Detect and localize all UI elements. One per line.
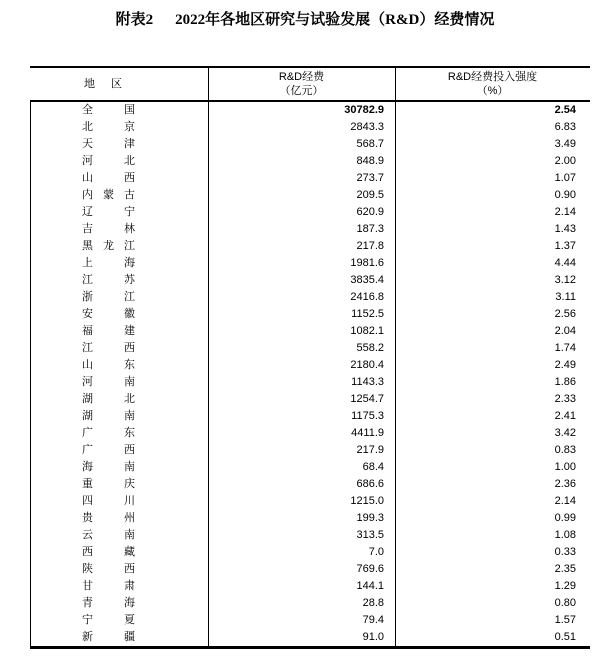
table-row (30, 272, 590, 289)
region-name: 山西 (82, 172, 135, 184)
region-name: 福建 (82, 325, 135, 337)
region-cell (30, 323, 208, 340)
region-cell (30, 204, 208, 221)
region-cell (30, 493, 208, 510)
rd-expenditure-table (30, 66, 590, 649)
table-row (30, 510, 590, 527)
intensity-value: 3.49 (554, 138, 576, 150)
region-name: 吉林 (82, 223, 135, 235)
expenditure-value: 1152.5 (351, 308, 384, 320)
header-intensity-unit: （%） (476, 85, 509, 97)
table-row (30, 323, 590, 340)
region-name: 安徽 (82, 308, 135, 320)
expenditure-value: 1143.3 (351, 376, 384, 388)
table-row (30, 119, 590, 136)
region-name: 江西 (82, 342, 135, 354)
region-cell (30, 119, 208, 136)
expenditure-value: 199.3 (356, 512, 384, 524)
expenditure-value: 313.5 (356, 529, 384, 541)
region-name: 青海 (82, 597, 135, 609)
intensity-value: 0.83 (554, 444, 576, 456)
expenditure-value: 4411.9 (351, 427, 384, 439)
expenditure-value: 217.9 (356, 444, 384, 456)
region-cell (30, 136, 208, 153)
table-row (30, 527, 590, 544)
header-intensity-column (395, 68, 590, 100)
region-cell (30, 544, 208, 561)
region-name: 全国 (82, 104, 135, 116)
region-cell (30, 102, 208, 119)
expenditure-value: 3835.4 (350, 274, 384, 286)
expenditure-value: 144.1 (356, 580, 384, 592)
table-row (30, 561, 590, 578)
region-name: 辽宁 (82, 206, 135, 218)
region-cell (30, 425, 208, 442)
intensity-value: 1.08 (554, 529, 576, 541)
region-cell (30, 272, 208, 289)
region-cell (30, 374, 208, 391)
region-cell (30, 255, 208, 272)
table-row (30, 255, 590, 272)
intensity-value: 0.80 (554, 597, 576, 609)
region-name: 贵州 (82, 512, 135, 524)
expenditure-value: 217.8 (356, 240, 384, 252)
region-name: 河南 (82, 376, 135, 388)
expenditure-value: 1981.6 (350, 257, 384, 269)
table-row (30, 425, 590, 442)
expenditure-value: 848.9 (356, 155, 384, 167)
region-name: 北京 (82, 121, 135, 133)
region-cell (30, 510, 208, 527)
expenditure-value: 769.6 (356, 563, 384, 575)
table-row (30, 221, 590, 238)
table-title-text: 2022年各地区研究与试验发展（R&D）经费情况 (175, 12, 495, 28)
region-name: 黑龙江 (82, 240, 135, 252)
region-name: 陕西 (82, 563, 135, 575)
table-row (30, 153, 590, 170)
table-row (30, 374, 590, 391)
intensity-value: 1.37 (554, 240, 576, 252)
intensity-value: 0.99 (554, 512, 576, 524)
table-row (30, 102, 590, 119)
region-name: 山东 (82, 359, 135, 371)
intensity-value: 3.42 (554, 427, 576, 439)
intensity-value: 2.54 (554, 104, 576, 116)
expenditure-value: 1082.1 (350, 325, 384, 337)
region-name: 云南 (82, 529, 135, 541)
table-row (30, 238, 590, 255)
intensity-value: 1.07 (554, 172, 576, 184)
intensity-value: 1.00 (554, 461, 576, 473)
table-number-label: 附表2 (115, 12, 154, 28)
table-row (30, 493, 590, 510)
expenditure-value: 558.2 (356, 342, 384, 354)
region-cell (30, 578, 208, 595)
intensity-value: 2.41 (554, 410, 576, 422)
expenditure-value: 209.5 (356, 189, 384, 201)
intensity-value: 4.44 (554, 257, 576, 269)
region-name: 湖北 (82, 393, 135, 405)
table-row (30, 306, 590, 323)
region-cell (30, 306, 208, 323)
table-row (30, 340, 590, 357)
table-header-row (30, 68, 590, 100)
header-intensity-label: R&D经费投入强度 (447, 71, 538, 83)
table-bottom-border (30, 646, 590, 649)
table-row (30, 204, 590, 221)
region-cell (30, 476, 208, 493)
expenditure-value: 7.0 (368, 546, 384, 558)
intensity-value: 6.83 (554, 121, 576, 133)
region-name: 广西 (82, 444, 135, 456)
region-cell (30, 357, 208, 374)
region-cell (30, 629, 208, 646)
expenditure-value: 79.4 (362, 614, 384, 626)
table-row (30, 391, 590, 408)
region-cell (30, 187, 208, 204)
table-row (30, 595, 590, 612)
intensity-value: 2.14 (554, 206, 576, 218)
intensity-value: 2.33 (554, 393, 576, 405)
intensity-value: 1.86 (554, 376, 576, 388)
table-row (30, 357, 590, 374)
region-name: 宁夏 (82, 614, 135, 626)
region-cell (30, 561, 208, 578)
table-row (30, 629, 590, 646)
expenditure-value: 187.3 (356, 223, 384, 235)
region-name: 浙江 (82, 291, 135, 303)
intensity-value: 0.90 (554, 189, 576, 201)
expenditure-value: 273.7 (356, 172, 384, 184)
header-expenditure-unit: （亿元） (279, 85, 324, 97)
region-name: 广东 (82, 427, 135, 439)
expenditure-value: 30782.9 (344, 104, 384, 116)
region-cell (30, 391, 208, 408)
region-cell (30, 442, 208, 459)
expenditure-value: 686.6 (356, 478, 384, 490)
region-cell (30, 289, 208, 306)
intensity-value: 1.74 (554, 342, 576, 354)
region-name: 海南 (82, 461, 135, 473)
region-cell (30, 221, 208, 238)
region-name: 湖南 (82, 410, 135, 422)
region-name: 天津 (82, 138, 135, 150)
intensity-value: 2.49 (554, 359, 576, 371)
region-name: 西藏 (82, 546, 135, 558)
expenditure-value: 68.4 (362, 461, 384, 473)
intensity-value: 0.51 (554, 631, 576, 643)
header-expenditure-label: R&D经费 (278, 71, 325, 83)
region-cell (30, 595, 208, 612)
table-row (30, 136, 590, 153)
intensity-value: 2.00 (554, 155, 576, 167)
table-row (30, 612, 590, 629)
table-row (30, 544, 590, 561)
table-row (30, 170, 590, 187)
region-name: 河北 (82, 155, 135, 167)
table-row (30, 476, 590, 493)
expenditure-value: 1175.3 (351, 410, 384, 422)
table-row (30, 187, 590, 204)
intensity-value: 2.14 (554, 495, 576, 507)
table-row (30, 459, 590, 476)
region-cell (30, 459, 208, 476)
table-body (30, 102, 590, 646)
region-cell (30, 527, 208, 544)
expenditure-value: 620.9 (356, 206, 384, 218)
intensity-value: 2.04 (554, 325, 576, 337)
intensity-value: 1.43 (554, 223, 576, 235)
region-name: 江苏 (82, 274, 135, 286)
table-row (30, 408, 590, 425)
region-name: 重庆 (82, 478, 135, 490)
expenditure-value: 2416.8 (350, 291, 384, 303)
table-row (30, 289, 590, 306)
region-cell (30, 153, 208, 170)
header-region-label: 地区 (84, 78, 122, 90)
expenditure-value: 28.8 (362, 597, 384, 609)
header-region-column (30, 68, 208, 100)
region-name: 上海 (82, 257, 135, 269)
expenditure-value: 568.7 (356, 138, 384, 150)
table-row (30, 578, 590, 595)
intensity-value: 2.36 (554, 478, 576, 490)
intensity-value: 2.56 (554, 308, 576, 320)
region-cell (30, 238, 208, 255)
region-name: 新疆 (82, 631, 135, 643)
intensity-value: 1.29 (554, 580, 576, 592)
intensity-value: 3.12 (554, 274, 576, 286)
region-cell (30, 612, 208, 629)
region-cell (30, 340, 208, 357)
page-title (0, 9, 610, 31)
expenditure-value: 2180.4 (350, 359, 384, 371)
region-name: 四川 (82, 495, 135, 507)
region-name: 甘肃 (82, 580, 135, 592)
intensity-value: 2.35 (554, 563, 576, 575)
expenditure-value: 2843.3 (350, 121, 384, 133)
intensity-value: 0.33 (554, 546, 576, 558)
header-expenditure-column (208, 68, 395, 100)
expenditure-value: 1215.0 (350, 495, 384, 507)
region-cell (30, 170, 208, 187)
expenditure-value: 1254.7 (350, 393, 384, 405)
region-cell (30, 408, 208, 425)
intensity-value: 1.57 (554, 614, 576, 626)
region-name: 内蒙古 (82, 189, 135, 201)
table-row (30, 442, 590, 459)
intensity-value: 3.11 (555, 291, 576, 303)
expenditure-value: 91.0 (362, 631, 384, 643)
